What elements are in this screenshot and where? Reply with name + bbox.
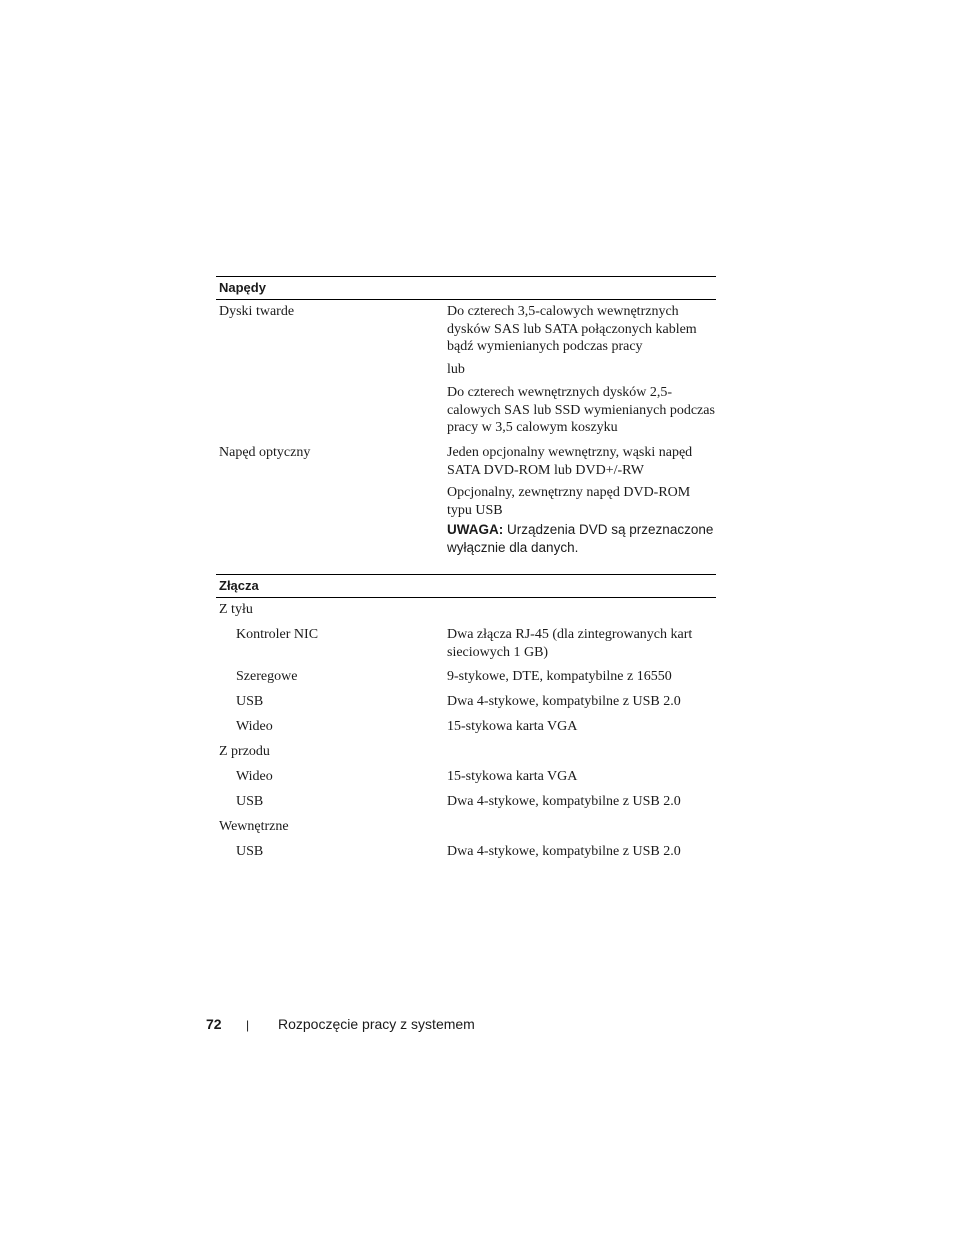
page-number: 72: [206, 1016, 222, 1032]
connectors-heading: Złącza: [219, 578, 259, 593]
rear-serial-label: Szeregowe: [236, 669, 298, 684]
rear-serial-value: 9-stykowe, DTE, kompatybilne z 16550: [447, 669, 672, 684]
front-video-value: 15-stykowa karta VGA: [447, 769, 578, 784]
note-text: Urządzenia DVD są przeznaczone wyłącznie dla danych.: [447, 522, 714, 555]
internal-label: Wewnętrzne: [219, 819, 289, 834]
internal-usb-label: USB: [236, 844, 264, 859]
optical-drive-label: Napęd optyczny: [219, 445, 311, 460]
hard-disks-or: lub: [447, 362, 465, 377]
dvd-note: [447, 521, 715, 556]
rear-video-value: 15-stykowa karta VGA: [447, 719, 578, 734]
rear-nic-label: Kontroler NIC: [236, 627, 319, 642]
note-label: UWAGA:: [447, 522, 504, 537]
front-usb-value: Dwa 4-stykowe, kompatybilne z USB 2.0: [447, 794, 681, 809]
optical-drive-value-2: Opcjonalny, zewnętrzny napęd DVD-ROM typu USB: [447, 485, 691, 518]
rear-nic-value: Dwa złącza RJ-45 (dla zintegrowanych kart sieciowych 1 GB): [447, 627, 693, 660]
front-label: Z przodu: [219, 744, 270, 759]
footer-section-title: Rozpoczęcie pracy z systemem: [278, 1016, 475, 1032]
rear-usb-value: Dwa 4-stykowe, kompatybilne z USB 2.0: [447, 694, 681, 709]
rear-label: Z tyłu: [219, 602, 253, 617]
connectors-section-header: [216, 574, 716, 598]
drives-section-header: [216, 276, 716, 300]
rear-video-label: Wideo: [236, 719, 273, 734]
front-usb-label: USB: [236, 794, 264, 809]
optical-drive-value-1: Jeden opcjonalny wewnętrzny, wąski napęd SATA DVD-ROM lub DVD+/-RW: [447, 445, 693, 478]
internal-usb-value: Dwa 4-stykowe, kompatybilne z USB 2.0: [447, 844, 681, 859]
rear-usb-label: USB: [236, 694, 264, 709]
drives-heading: Napędy: [219, 280, 266, 295]
hard-disks-label: Dyski twarde: [219, 304, 295, 319]
footer-separator: |: [246, 1018, 250, 1032]
hard-disks-value-1: Do czterech 3,5-calowych wewnętrznych dysków SAS lub SATA połączonych kablem bądź wymienianych podczas pracy: [447, 304, 697, 354]
front-video-label: Wideo: [236, 769, 273, 784]
hard-disks-value-2: Do czterech wewnętrznych dysków 2,5-calowych SAS lub SSD wymienianych podczas pracy w 3,5 calowym koszyku: [447, 385, 715, 435]
